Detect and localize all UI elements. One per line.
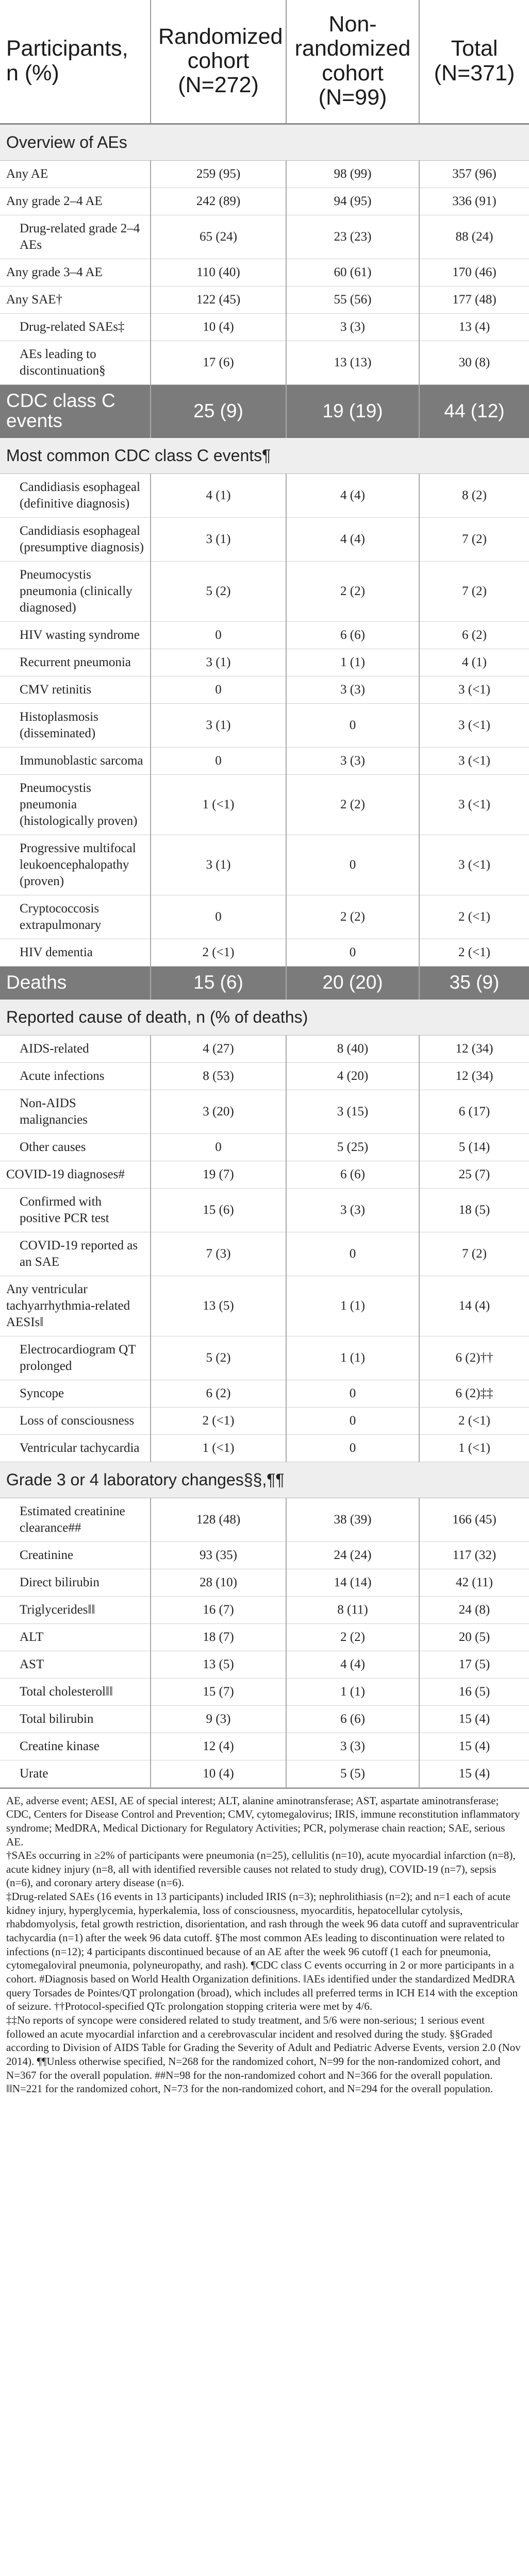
row-label: Syncope [0, 1380, 151, 1407]
row-label: Cryptococcosis extrapulmonary [0, 895, 151, 939]
randomized-value: 18 (7) [151, 1623, 286, 1651]
summary-row-label: CDC class C events [0, 385, 151, 438]
total-value: 15 (4) [419, 1705, 529, 1733]
randomized-value: 13 (5) [151, 1651, 286, 1678]
nonrandomized-value: 23 (23) [286, 215, 419, 259]
randomized-value: 12 (4) [151, 1733, 286, 1760]
total-value: 88 (24) [419, 215, 529, 259]
row-label: Any ventricular tachyarrhythmia-related AESIs‖ [0, 1276, 151, 1336]
nonrandomized-value: 94 (95) [286, 188, 419, 215]
row-label: Direct bilirubin [0, 1569, 151, 1596]
randomized-value: 242 (89) [151, 188, 286, 215]
row-label: Electrocardiogram QT prolonged [0, 1336, 151, 1380]
randomized-value: 3 (20) [151, 1090, 286, 1133]
table-body [0, 124, 529, 1787]
row-label: Progressive multifocal leukoencephalopathy (proven) [0, 835, 151, 895]
row-label: Acute infections [0, 1062, 151, 1090]
randomized-value: 10 (4) [151, 1760, 286, 1787]
footnotes [0, 1788, 529, 2102]
table-row [0, 1678, 529, 1705]
row-label: Creatine kinase [0, 1733, 151, 1760]
summary-row-label: Deaths [0, 966, 151, 999]
nonrandomized-value: 6 (6) [286, 621, 419, 649]
nonrandomized-value: 0 [286, 1232, 419, 1276]
section-title: Reported cause of death, n (% of deaths) [0, 999, 529, 1035]
total-value: 12 (34) [419, 1035, 529, 1062]
randomized-value: 1 (<1) [151, 774, 286, 835]
nonrandomized-value: 98 (99) [286, 161, 419, 188]
table-row [0, 314, 529, 341]
total-value: 16 (5) [419, 1678, 529, 1705]
randomized-value: 2 (<1) [151, 939, 286, 966]
total-value: 7 (2) [419, 561, 529, 621]
nonrandomized-value: 3 (3) [286, 747, 419, 774]
total-value: 6 (2)‡‡ [419, 1380, 529, 1407]
row-label: COVID-19 diagnoses# [0, 1161, 151, 1188]
randomized-value: 2 (<1) [151, 1407, 286, 1434]
table-row [0, 1623, 529, 1651]
row-label: Any grade 3–4 AE [0, 259, 151, 286]
nonrandomized-value: 3 (3) [286, 1733, 419, 1760]
table-row [0, 1760, 529, 1787]
total-value: 3 (<1) [419, 774, 529, 835]
table-row [0, 561, 529, 621]
table-row [0, 1651, 529, 1678]
row-label: Candidiasis esophageal (definitive diagnosis) [0, 473, 151, 517]
total-value: 7 (2) [419, 517, 529, 561]
total-value: 42 (11) [419, 1569, 529, 1596]
randomized-value: 65 (24) [151, 215, 286, 259]
summary-nonrandomized-value: 20 (20) [286, 966, 419, 999]
table-row [0, 835, 529, 895]
nonrandomized-value: 4 (4) [286, 473, 419, 517]
row-label: Non-AIDS malignancies [0, 1090, 151, 1133]
nonrandomized-value: 0 [286, 939, 419, 966]
total-value: 5 (14) [419, 1133, 529, 1161]
table-row [0, 703, 529, 747]
randomized-value: 3 (1) [151, 649, 286, 676]
row-label: Any AE [0, 161, 151, 188]
total-value: 18 (5) [419, 1188, 529, 1232]
nonrandomized-value: 3 (3) [286, 1188, 419, 1232]
nonrandomized-value: 5 (5) [286, 1760, 419, 1787]
section-header-row [0, 124, 529, 161]
nonrandomized-value: 60 (61) [286, 259, 419, 286]
randomized-value: 4 (1) [151, 473, 286, 517]
randomized-value: 3 (1) [151, 703, 286, 747]
randomized-value: 5 (2) [151, 561, 286, 621]
total-value: 17 (5) [419, 1651, 529, 1678]
table-header [0, 0, 529, 124]
total-value: 15 (4) [419, 1733, 529, 1760]
section-title: Grade 3 or 4 laboratory changes§§,¶¶ [0, 1462, 529, 1498]
randomized-value: 110 (40) [151, 259, 286, 286]
row-label: Recurrent pneumonia [0, 649, 151, 676]
total-value: 12 (34) [419, 1062, 529, 1090]
table-row [0, 1541, 529, 1569]
table-row [0, 517, 529, 561]
nonrandomized-value: 3 (3) [286, 314, 419, 341]
row-label: HIV wasting syndrome [0, 621, 151, 649]
header-participants: Participants, n (%) [0, 0, 151, 124]
nonrandomized-value: 24 (24) [286, 1541, 419, 1569]
nonrandomized-value: 4 (20) [286, 1062, 419, 1090]
total-value: 170 (46) [419, 259, 529, 286]
table-row [0, 1569, 529, 1596]
total-value: 25 (7) [419, 1161, 529, 1188]
total-value: 30 (8) [419, 341, 529, 385]
row-label: Pneumocystis pneumonia (histologically proven) [0, 774, 151, 835]
randomized-value: 128 (48) [151, 1498, 286, 1541]
summary-row [0, 385, 529, 438]
total-value: 24 (8) [419, 1596, 529, 1623]
row-label: Candidiasis esophageal (presumptive diagnosis) [0, 517, 151, 561]
row-label: Urate [0, 1760, 151, 1787]
total-value: 6 (2)†† [419, 1336, 529, 1380]
total-value: 6 (2) [419, 621, 529, 649]
table-row [0, 188, 529, 215]
summary-total-value: 35 (9) [419, 966, 529, 999]
row-label: Drug-related SAEs‡ [0, 314, 151, 341]
table-row [0, 1161, 529, 1188]
summary-randomized-value: 25 (9) [151, 385, 286, 438]
nonrandomized-value: 2 (2) [286, 774, 419, 835]
header-randomized-cohort: Randomized cohort (N=272) [151, 0, 286, 124]
randomized-value: 259 (95) [151, 161, 286, 188]
randomized-value: 0 [151, 621, 286, 649]
nonrandomized-value: 0 [286, 835, 419, 895]
row-label: Confirmed with positive PCR test [0, 1188, 151, 1232]
footnote-paragraph: AE, adverse event; AESI, AE of special interest; ALT, alanine aminotransferase; AST, aspartate aminotransferase; CDC, Centers for Disease Control and Prevention; CMV, cytomegalovirus; IRIS, immune reconstitution inflammatory syndrome; MedDRA, Medical Dictionary for Regulatory Activities; PCR, polymerase chain reaction; SAE, serious AE. [6, 1794, 520, 1848]
nonrandomized-value: 14 (14) [286, 1569, 419, 1596]
row-label: COVID-19 reported as an SAE [0, 1232, 151, 1276]
randomized-value: 15 (6) [151, 1188, 286, 1232]
total-value: 6 (17) [419, 1090, 529, 1133]
randomized-value: 93 (35) [151, 1541, 286, 1569]
footnote-paragraph: ‡Drug-related SAEs (16 events in 13 participants) included IRIS (n=3); nephrolithiasis (n=2); and n=1 each of acute kidney injury, hyperglycemia, hyperkalemia, loss of consciousness, myocarditis, hepatocellular cytolysis, rhabdomyolysis, fetal growth restriction, disorientation, and rash through the week 96 data cutoff and supraventricular tachycardia (n=1) after the week 96 data cutoff. §The most common AEs leading to discontinuation were related to infections (n=12); 4 participants discontinued because of an AE after the week 96 cutoff (1 each for pneumonia, cytomegaloviral pneumonia, polyneuropathy, and rash). ¶CDC class C events occurring in 2 or more participants in a cohort. #Diagnosis based on World Health Organization definitions. ‖AEs identified under the standardized MedDRA query Torsades de Pointes/QT prolongation (broad), which includes all preferred terms in ICH E14 with the exception of seizure. ††Protocol-specified QTc prolongation stopping criteria were met by 4/6. [6, 1890, 519, 2013]
nonrandomized-value: 0 [286, 1434, 419, 1462]
total-value: 14 (4) [419, 1276, 529, 1336]
section-title: Most common CDC class C events¶ [0, 437, 529, 473]
table-row [0, 1434, 529, 1462]
total-value: 177 (48) [419, 286, 529, 314]
nonrandomized-value: 6 (6) [286, 1705, 419, 1733]
nonrandomized-value: 8 (40) [286, 1035, 419, 1062]
table-row [0, 676, 529, 703]
nonrandomized-value: 4 (4) [286, 517, 419, 561]
total-value: 117 (32) [419, 1541, 529, 1569]
total-value: 336 (91) [419, 188, 529, 215]
table-row [0, 215, 529, 259]
randomized-value: 122 (45) [151, 286, 286, 314]
nonrandomized-value: 1 (1) [286, 1276, 419, 1336]
total-value: 3 (<1) [419, 747, 529, 774]
row-label: HIV dementia [0, 939, 151, 966]
table-row [0, 1035, 529, 1062]
nonrandomized-value: 55 (56) [286, 286, 419, 314]
summary-row [0, 966, 529, 999]
table-row [0, 161, 529, 188]
footnote-paragraph: ‡‡No reports of syncope were considered related to study treatment, and 5/6 were non-serious; 1 serious event followed an acute myocardial infarction and a cerebrovascular incident and resolved during the study. §§Graded according to Division of AIDS Table for Grading the Severity of Adult and Pediatric Adverse Events, version 2.0 (Nov 2014). ¶¶Unless otherwise specified, N=268 for the randomized cohort, N=99 for the non-randomized cohort, and N=367 for the overall population. ##N=98 for the non-randomized cohort and N=366 for the overall population. ‖‖N=221 for the randomized cohort, N=73 for the non-randomized cohort, and N=294 for the overall population. [6, 2014, 521, 2095]
table-row [0, 1188, 529, 1232]
table-row [0, 286, 529, 314]
table-row [0, 621, 529, 649]
footnote-paragraph: †SAEs occurring in ≥2% of participants were pneumonia (n=25), cellulitis (n=10), acute myocardial infarction (n=8), acute kidney injury (n=8, all with identified reversible causes not related to study drug), COVID-19 (n=7), sepsis (n=6), and coronary artery disease (n=6). [6, 1849, 516, 1889]
table-row [0, 1733, 529, 1760]
table-row [0, 649, 529, 676]
total-value: 8 (2) [419, 473, 529, 517]
randomized-value: 5 (2) [151, 1336, 286, 1380]
total-value: 1 (<1) [419, 1434, 529, 1462]
randomized-value: 6 (2) [151, 1380, 286, 1407]
total-value: 13 (4) [419, 314, 529, 341]
randomized-value: 3 (1) [151, 835, 286, 895]
nonrandomized-value: 38 (39) [286, 1498, 419, 1541]
table-row [0, 939, 529, 966]
total-value: 7 (2) [419, 1232, 529, 1276]
section-header-row [0, 999, 529, 1035]
table-row [0, 1232, 529, 1276]
row-label: Pneumocystis pneumonia (clinically diagnosed) [0, 561, 151, 621]
randomized-value: 7 (3) [151, 1232, 286, 1276]
randomized-value: 4 (27) [151, 1035, 286, 1062]
nonrandomized-value: 0 [286, 1380, 419, 1407]
row-label: Any grade 2–4 AE [0, 188, 151, 215]
nonrandomized-value: 2 (2) [286, 1623, 419, 1651]
table-row [0, 1090, 529, 1133]
randomized-value: 8 (53) [151, 1062, 286, 1090]
table-row [0, 774, 529, 835]
randomized-value: 17 (6) [151, 341, 286, 385]
row-label: AEs leading to discontinuation§ [0, 341, 151, 385]
total-value: 2 (<1) [419, 939, 529, 966]
nonrandomized-value: 3 (15) [286, 1090, 419, 1133]
table-row [0, 1133, 529, 1161]
section-header-row [0, 1462, 529, 1498]
nonrandomized-value: 0 [286, 1407, 419, 1434]
randomized-value: 13 (5) [151, 1276, 286, 1336]
total-value: 2 (<1) [419, 895, 529, 939]
row-label: CMV retinitis [0, 676, 151, 703]
section-header-row [0, 437, 529, 473]
randomized-value: 16 (7) [151, 1596, 286, 1623]
table-row [0, 747, 529, 774]
row-label: Triglycerides‖‖ [0, 1596, 151, 1623]
randomized-value: 10 (4) [151, 314, 286, 341]
row-label: Any SAE† [0, 286, 151, 314]
randomized-value: 19 (7) [151, 1161, 286, 1188]
section-title: Overview of AEs [0, 124, 529, 161]
nonrandomized-value: 1 (1) [286, 1336, 419, 1380]
nonrandomized-value: 6 (6) [286, 1161, 419, 1188]
total-value: 3 (<1) [419, 835, 529, 895]
nonrandomized-value: 3 (3) [286, 676, 419, 703]
nonrandomized-value: 5 (25) [286, 1133, 419, 1161]
total-value: 166 (45) [419, 1498, 529, 1541]
total-value: 15 (4) [419, 1760, 529, 1787]
row-label: Immunoblastic sarcoma [0, 747, 151, 774]
row-label: ALT [0, 1623, 151, 1651]
row-label: AST [0, 1651, 151, 1678]
table-row [0, 1062, 529, 1090]
summary-nonrandomized-value: 19 (19) [286, 385, 419, 438]
row-label: Loss of consciousness [0, 1407, 151, 1434]
header-nonrandomized-cohort: Non-randomized cohort (N=99) [286, 0, 419, 124]
randomized-value: 28 (10) [151, 1569, 286, 1596]
row-label: AIDS-related [0, 1035, 151, 1062]
row-label: Total cholesterol‖‖ [0, 1678, 151, 1705]
summary-randomized-value: 15 (6) [151, 966, 286, 999]
table-row [0, 1407, 529, 1434]
randomized-value: 0 [151, 747, 286, 774]
randomized-value: 1 (<1) [151, 1434, 286, 1462]
randomized-value: 3 (1) [151, 517, 286, 561]
table-row [0, 1498, 529, 1541]
table-row [0, 895, 529, 939]
nonrandomized-value: 1 (1) [286, 649, 419, 676]
table-row [0, 473, 529, 517]
row-label: Ventricular tachycardia [0, 1434, 151, 1462]
randomized-value: 0 [151, 676, 286, 703]
summary-total-value: 44 (12) [419, 385, 529, 438]
nonrandomized-value: 8 (11) [286, 1596, 419, 1623]
nonrandomized-value: 2 (2) [286, 561, 419, 621]
total-value: 3 (<1) [419, 676, 529, 703]
nonrandomized-value: 1 (1) [286, 1678, 419, 1705]
randomized-value: 15 (7) [151, 1678, 286, 1705]
table-row [0, 259, 529, 286]
total-value: 4 (1) [419, 649, 529, 676]
randomized-value: 0 [151, 1133, 286, 1161]
row-label: Estimated creatinine clearance## [0, 1498, 151, 1541]
table-row [0, 1596, 529, 1623]
row-label: Histoplasmosis (disseminated) [0, 703, 151, 747]
nonrandomized-value: 2 (2) [286, 895, 419, 939]
nonrandomized-value: 13 (13) [286, 341, 419, 385]
header-total: Total (N=371) [419, 0, 529, 124]
row-label: Other causes [0, 1133, 151, 1161]
randomized-value: 9 (3) [151, 1705, 286, 1733]
table-row [0, 1705, 529, 1733]
table-row [0, 341, 529, 385]
total-value: 20 (5) [419, 1623, 529, 1651]
randomized-value: 0 [151, 895, 286, 939]
total-value: 3 (<1) [419, 703, 529, 747]
row-label: Total bilirubin [0, 1705, 151, 1733]
nonrandomized-value: 0 [286, 703, 419, 747]
table-row [0, 1276, 529, 1336]
table-row [0, 1380, 529, 1407]
total-value: 2 (<1) [419, 1407, 529, 1434]
row-label: Drug-related grade 2–4 AEs [0, 215, 151, 259]
row-label: Creatinine [0, 1541, 151, 1569]
table-row [0, 1336, 529, 1380]
total-value: 357 (96) [419, 161, 529, 188]
nonrandomized-value: 4 (4) [286, 1651, 419, 1678]
